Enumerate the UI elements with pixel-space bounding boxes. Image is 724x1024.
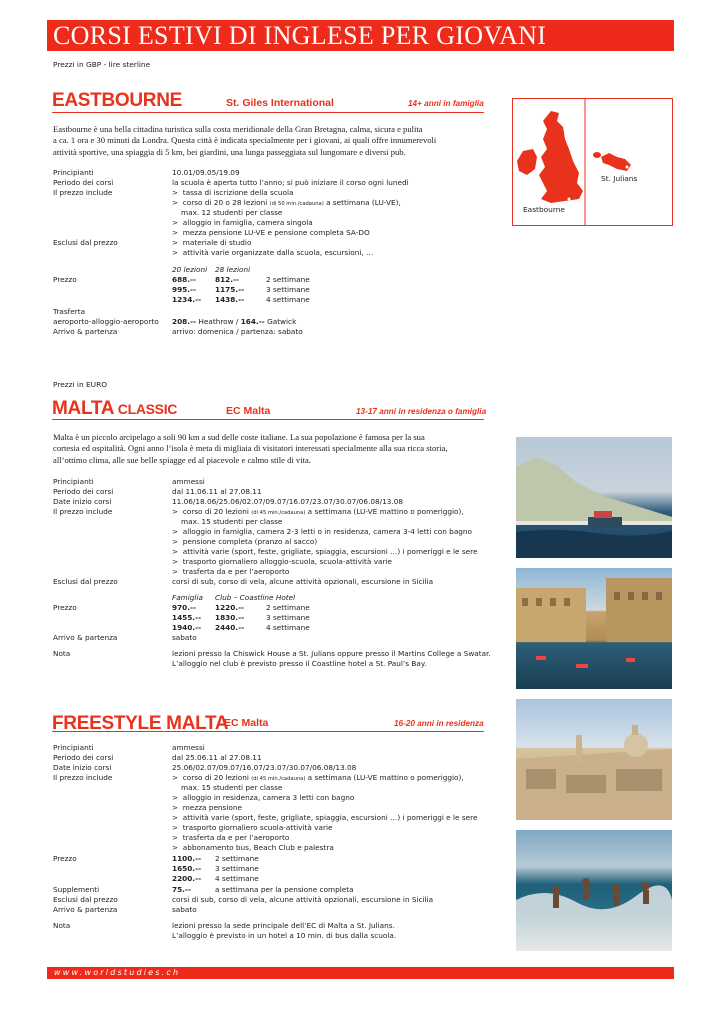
photo-valletta: [516, 699, 672, 820]
eastbourne-school: St. Giles International: [226, 97, 334, 109]
malta-classic-age: 13-17 anni in residenza o famiglia: [356, 407, 487, 416]
map-label-eastbourne: Eastbourne: [523, 205, 565, 214]
currency-note-gbp: Prezzi in GBP - lire sterline: [53, 60, 151, 69]
photo-white-cliffs: [516, 437, 672, 558]
eastbourne-rule: [52, 112, 484, 113]
eastbourne-details: Principianti 10.01/09.05/19.09 Periodo dei corsi la scuola è aperta tutto l’anno; si può iniziare il corso ogni lunedì Il prezzo include > tassa di iscrizione della scuola > corso di 20 o 28 lezioni (di 50 min./cadauna) a settimana (LU-VE), max. 12 studenti per classe > alloggio in famiglia, camera singola > mezza pensione LU-VE e pensione completa SA-DO Esclusi dal prezzo > materiale di studio > attività varie organizzate dalla scuola, escursioni, … 20 lezioni 28 lezioni Prezzo 688.-- 812.-- 2 settimane 995.-- 1175.-- 3 settimane 1234.-- 1438.-- 4 settimane Trasferta aeroporto-alloggio-aeroporto 208.-- Heathrow / 164.-- Gatwick Arrivo & partenza arrivo: domenica / partenza: sabato: [53, 168, 409, 336]
map-label-st-julians: St. Julians: [601, 174, 638, 183]
footer-url[interactable]: www.worldstudies.ch: [54, 968, 181, 977]
eastbourne-intro: Eastbourne è una bella cittadina turistica sulla costa meridionale della Gran Bretagna, calma, sicura e pulita a ca. 1 ora e 30 minuti da Londra. Questa città è indicata specialmente per i giovani, ai quali offre innumerevoli attività sportive, una spiaggia di 5 km, bei giardini, una lunga passeggiata sul lungomare e diversi pub.: [53, 124, 437, 157]
freestyle-school: EC Malta: [224, 717, 269, 729]
malta-classic-intro: Malta è un piccolo arcipelago a soli 90 km a sud delle coste italiane. La sua popolazione è famosa per la sua cortesia ed ospitalità. Ogni anno l’isola è meta di migliaia di visitatori interessati specialmente alla sua ricca storia, all’ottimo clima, alle sue belle spiagge ed al piacevole e calmo stile di vita.: [53, 432, 448, 465]
page-title: CORSI ESTIVI DI INGLESE PER GIOVANI: [53, 21, 547, 50]
photo-beach-jump: [516, 830, 672, 951]
page-footer: [47, 967, 674, 979]
freestyle-title: FREESTYLE MALTA: [52, 713, 229, 734]
currency-note-euro: Prezzi in EURO: [53, 380, 108, 389]
photo-malta-harbour: [516, 568, 672, 689]
freestyle-age: 16-20 anni in residenza: [394, 719, 484, 728]
malta-classic-title: MALTA CLASSIC: [52, 398, 178, 419]
eastbourne-title: EASTBOURNE: [52, 90, 183, 111]
eastbourne-age: 14+ anni in famiglia: [408, 99, 484, 108]
malta-classic-school: EC Malta: [226, 405, 271, 417]
freestyle-details: Principianti ammessi Periodo dei corsi dal 25.06.11 al 27.08.11 Date inizio corsi 25.06/02.07/09.07/16.07/23.07/30.07/06.08/13.08 Il prezzo include > corso di 20 lezioni (di 45 min./cadauna) a settimana (LU-VE mattino o pomeriggio), max. 15 studenti per classe > alloggio in residenza, camera 3 letti con bagno > mezza pensione > attività varie (sport, feste, grigliate, spiaggia, escursioni …) i pomeriggi e le sere > trasporto giornaliero scuola-attività varie > trasferta da e per l’aeroporto > abbonamento bus, Beach Club e palestra Prezzo 1100.-- 2 settimane 1650.-- 3 settimane 2200.-- 4 settimane Supplementi 75.-- a settimana per la pensione completa Esclusi dal prezzo corsi di sub, corso di vela, alcune attività opzionali, escursione in Sicilia Arrivo & partenza sabato Nota lezioni presso la sede principale dell’EC di Malta a St. Julians. L’alloggio è previsto in un hotel a 10 min. di bus dalla scuola.: [53, 743, 478, 940]
freestyle-rule: [52, 731, 484, 732]
malta-classic-details: Principianti ammessi Periodo dei corsi dal 11.06.11 al 27.08.11 Date inizio corsi 11.06/18.06/25.06/02.07/09.07/16.07/23.07/30.07/06.08/13.08 Il prezzo include > corso di 20 lezioni (di 45 min./cadauna) a settimana (LU-VE mattino o pomeriggio), max. 15 studenti per classe > alloggio in famiglia, camera 2-3 letti o in residenza, camera 3-4 letti con bagno > pensione completa (pranzo al sacco) > attività varie (sport, feste, grigliate, spiaggia, escursioni …) i pomeriggi e le sere > trasporto giornaliero alloggio-scuola, scuola-attività varie > trasferta da e per l’aeroporto Esclusi dal prezzo corsi di sub, corso di vela, alcune attività opzionali, escursione in Sicilia Famiglia Club – Coastline Hotel Prezzo 970.-- 1220.-- 2 settimane 1455.-- 1830.-- 3 settimane 1940.-- 2440.-- 4 settimane Arrivo & partenza sabato Nota lezioni presso la Chiswick House a St. Julians oppure presso il Martins College a Swatar. L’alloggio nel club è previsto presso il Coastline hotel a St. Paul’s Bay.: [53, 477, 491, 668]
page-banner: [47, 20, 674, 51]
uk-malta-map: [512, 98, 673, 226]
malta-classic-rule: [52, 419, 484, 420]
